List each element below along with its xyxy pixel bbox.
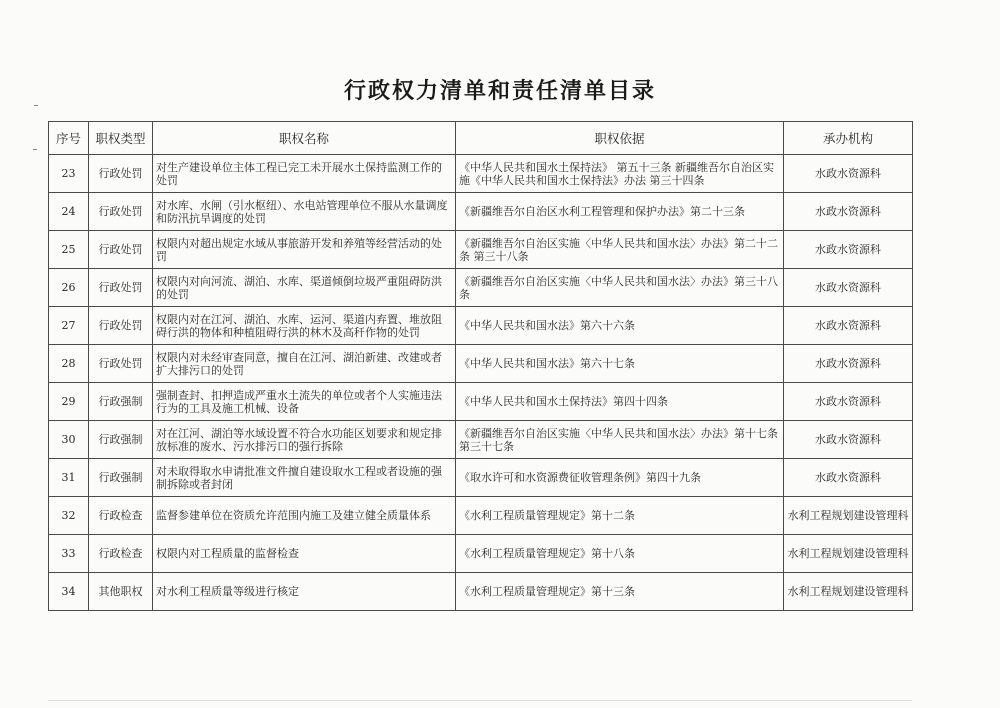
cell-basis: 《中华人民共和国水法》第六十七条 — [456, 345, 784, 383]
cell-type: 行政强制 — [89, 383, 153, 421]
table-body — [49, 155, 913, 611]
cell-basis: 《新疆维吾尔自治区水利工程管理和保护办法》第二十三条 — [456, 193, 784, 231]
cell-name: 强制查封、扣押造成严重水土流失的单位或者个人实施违法行为的工具及施工机械、设备 — [153, 383, 456, 421]
table-row — [49, 345, 913, 383]
cell-org: 水政水资源科 — [784, 231, 913, 269]
cell-basis: 《水利工程质量管理规定》第十八条 — [456, 535, 784, 573]
table-header-row — [49, 122, 913, 155]
cell-no: 30 — [49, 421, 89, 459]
cell-no: 32 — [49, 497, 89, 535]
cell-basis: 《取水许可和水资源费征收管理条例》第四十九条 — [456, 459, 784, 497]
cell-org: 水利工程规划建设管理科 — [784, 573, 913, 611]
header-type: 职权类型 — [89, 122, 153, 155]
cell-basis: 《新疆维吾尔自治区实施〈中华人民共和国水法〉办法》第三十八条 — [456, 269, 784, 307]
cell-org: 水利工程规划建设管理科 — [784, 535, 913, 573]
cell-org: 水政水资源科 — [784, 193, 913, 231]
page-title: 行政权力清单和责任清单目录 — [343, 78, 656, 104]
cell-basis: 《中华人民共和国水法》第六十六条 — [456, 307, 784, 345]
cell-name: 权限内对超出规定水域从事旅游开发和养殖等经营活动的处罚 — [153, 231, 456, 269]
cell-no: 29 — [49, 383, 89, 421]
cell-org: 水政水资源科 — [784, 269, 913, 307]
page-bottom-edge — [48, 700, 912, 701]
cell-name: 权限内对工程质量的监督检查 — [153, 535, 456, 573]
cell-name: 对水利工程质量等级进行核定 — [153, 573, 456, 611]
cell-org: 水政水资源科 — [784, 345, 913, 383]
authority-table — [48, 121, 913, 611]
cell-basis: 《水利工程质量管理规定》第十二条 — [456, 497, 784, 535]
cell-type: 行政处罚 — [89, 345, 153, 383]
table-row — [49, 535, 913, 573]
table-row — [49, 269, 913, 307]
cell-no: 25 — [49, 231, 89, 269]
cell-basis: 《新疆维吾尔自治区实施〈中华人民共和国水法〉办法》第二十二条 第三十八条 — [456, 231, 784, 269]
cell-org: 水政水资源科 — [784, 459, 913, 497]
table-row — [49, 307, 913, 345]
cell-name: 对生产建设单位主体工程已完工未开展水土保持监测工作的处罚 — [153, 155, 456, 193]
cell-no: 33 — [49, 535, 89, 573]
cell-name: 权限内对未经审查同意，擅自在江河、湖泊新建、改建或者扩大排污口的处罚 — [153, 345, 456, 383]
scan-mark — [33, 149, 37, 150]
cell-no: 26 — [49, 269, 89, 307]
cell-type: 行政强制 — [89, 421, 153, 459]
cell-type: 其他职权 — [89, 573, 153, 611]
table-row — [49, 383, 913, 421]
cell-type: 行政处罚 — [89, 231, 153, 269]
cell-type: 行政处罚 — [89, 269, 153, 307]
cell-org: 水利工程规划建设管理科 — [784, 497, 913, 535]
cell-type: 行政处罚 — [89, 307, 153, 345]
cell-name: 对在江河、湖泊等水域设置不符合水功能区划要求和规定排放标准的废水、污水排污口的强行拆除 — [153, 421, 456, 459]
cell-name: 对水库、水闸（引水枢纽）、水电站管理单位不服从水量调度和防汛抗旱调度的处罚 — [153, 193, 456, 231]
header-no: 序号 — [49, 122, 89, 155]
table-row — [49, 459, 913, 497]
cell-basis: 《水利工程质量管理规定》第十三条 — [456, 573, 784, 611]
cell-org: 水政水资源科 — [784, 383, 913, 421]
cell-no: 28 — [49, 345, 89, 383]
cell-no: 31 — [49, 459, 89, 497]
cell-basis: 《中华人民共和国水土保持法》 第五十三条 新疆维吾尔自治区实施《中华人民共和国水土保持法》办法 第三十四条 — [456, 155, 784, 193]
cell-name: 权限内对在江河、湖泊、水库、运河、渠道内弃置、堆放阻碍行洪的物体和种植阻碍行洪的林木及高秆作物的处罚 — [153, 307, 456, 345]
cell-org: 水政水资源科 — [784, 421, 913, 459]
cell-type: 行政强制 — [89, 459, 153, 497]
cell-no: 27 — [49, 307, 89, 345]
cell-org: 水政水资源科 — [784, 307, 913, 345]
table-row — [49, 421, 913, 459]
cell-type: 行政检查 — [89, 497, 153, 535]
header-name: 职权名称 — [153, 122, 456, 155]
table-row — [49, 231, 913, 269]
cell-name: 监督参建单位在资质允许范围内施工及建立健全质量体系 — [153, 497, 456, 535]
cell-basis: 《中华人民共和国水土保持法》第四十四条 — [456, 383, 784, 421]
cell-type: 行政处罚 — [89, 155, 153, 193]
cell-name: 对未取得取水申请批准文件擅自建设取水工程或者设施的强制拆除或者封闭 — [153, 459, 456, 497]
cell-no: 23 — [49, 155, 89, 193]
header-org: 承办机构 — [784, 122, 913, 155]
header-basis: 职权依据 — [456, 122, 784, 155]
cell-org: 水政水资源科 — [784, 155, 913, 193]
table-row — [49, 573, 913, 611]
scan-mark — [34, 105, 38, 106]
authority-table-container — [48, 121, 912, 611]
table-row — [49, 155, 913, 193]
cell-type: 行政处罚 — [89, 193, 153, 231]
cell-no: 24 — [49, 193, 89, 231]
table-row — [49, 193, 913, 231]
cell-name: 权限内对向河流、湖泊、水库、渠道倾倒垃圾严重阻碍防洪的处罚 — [153, 269, 456, 307]
cell-basis: 《新疆维吾尔自治区实施〈中华人民共和国水法〉办法》第十七条 第三十七条 — [456, 421, 784, 459]
cell-type: 行政检查 — [89, 535, 153, 573]
cell-no: 34 — [49, 573, 89, 611]
table-row — [49, 497, 913, 535]
